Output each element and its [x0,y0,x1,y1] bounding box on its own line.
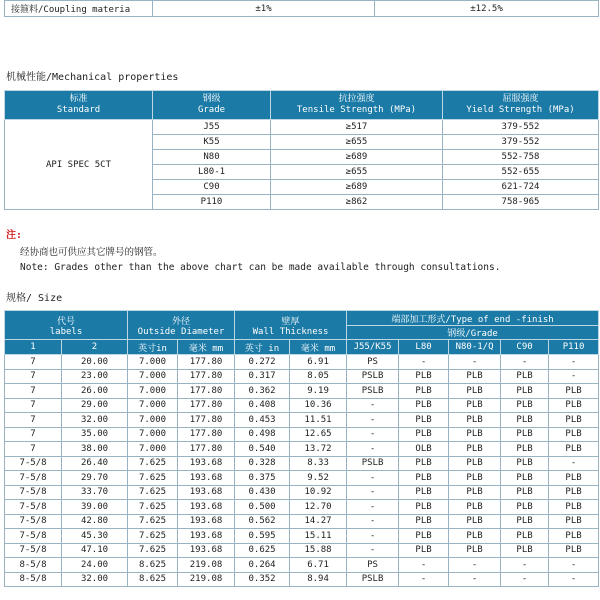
label-2-cell: 45.30 [62,529,128,544]
label-1-cell: 7 [5,369,62,384]
label-1-cell: 7-5/8 [5,529,62,544]
size-row [5,485,599,500]
wt-mm-cell: 11.51 [290,413,347,428]
grade-l80-cell: OLB [399,442,449,457]
wt-mm-cell: 9.19 [290,384,347,399]
grade-j55-k55-cell: - [347,485,399,500]
label-1-cell: 7 [5,384,62,399]
label-2-cell: 47.10 [62,543,128,558]
grade-p110-cell: PLB [549,384,599,399]
tensile-cell: ≥689 [271,180,443,195]
grade-cell: N80 [153,150,271,165]
label-2-cell: 38.00 [62,442,128,457]
wt-inch-cell: 0.408 [235,398,290,413]
wt-inch-cell: 0.362 [235,384,290,399]
grade-l80-cell: PLB [399,398,449,413]
header-end-finish: 端部加工形式/Type of end -finish [347,311,599,326]
grade-p110-cell: PLB [549,413,599,428]
wt-mm-cell: 10.36 [290,398,347,413]
grade-p110-cell: PLB [549,398,599,413]
label-1-cell: 7-5/8 [5,514,62,529]
grade-n80-q-cell: PLB [449,514,501,529]
grade-c90-cell: PLB [501,471,549,486]
size-row [5,471,599,486]
size-header-row-3 [5,340,599,355]
label-1-cell: 7-5/8 [5,543,62,558]
od-inch-cell: 7.000 [128,427,178,442]
wt-mm-cell: 8.94 [290,572,347,587]
label-1-cell: 7-5/8 [5,471,62,486]
label-1-cell: 7-5/8 [5,456,62,471]
wt-inch-cell: 0.375 [235,471,290,486]
grade-j55-k55-cell: PSLB [347,456,399,471]
wt-mm-cell: 15.88 [290,543,347,558]
grade-c90-cell: PLB [501,500,549,515]
od-inch-cell: 7.625 [128,514,178,529]
size-row [5,398,599,413]
coupling-label: 接箍料/Coupling materia [5,1,153,17]
size-row [5,543,599,558]
grade-l80-cell: PLB [399,529,449,544]
grade-j55-k55-cell: - [347,427,399,442]
grade-p110-cell: PLB [549,529,599,544]
label-1-cell: 8-5/8 [5,572,62,587]
grade-l80-cell: PLB [399,413,449,428]
grade-n80-q-cell: PLB [449,500,501,515]
od-inch-cell: 7.625 [128,456,178,471]
grade-c90-cell: - [501,572,549,587]
wt-mm-cell: 8.33 [290,456,347,471]
wt-inch-cell: 0.595 [235,529,290,544]
coupling-table [4,0,599,17]
grade-j55-k55-cell: - [347,500,399,515]
grade-n80-q-cell: PLB [449,413,501,428]
label-2-cell: 35.00 [62,427,128,442]
grade-p110-cell: PLB [549,427,599,442]
wt-inch-cell: 0.317 [235,369,290,384]
yield-cell: 379-552 [443,120,599,135]
grade-c90-cell: PLB [501,514,549,529]
od-mm-cell: 193.68 [178,529,235,544]
grade-j55-k55-cell: PSLB [347,572,399,587]
od-mm-cell: 193.68 [178,471,235,486]
grade-p110-cell: - [549,369,599,384]
grade-c90-cell: PLB [501,456,549,471]
grade-l80-cell: PLB [399,514,449,529]
header-wall-thickness: 壁厚 Wall Thickness [235,311,347,340]
grade-n80-q-cell: PLB [449,485,501,500]
header-grade: 钢级 Grade [153,91,271,120]
mechanical-table [4,90,599,210]
grade-l80-cell: PLB [399,485,449,500]
label-2-cell: 29.70 [62,471,128,486]
header-grade-j55-k55: J55/K55 [347,340,399,355]
grade-l80-cell: PLB [399,369,449,384]
header-grade-c90: C90 [501,340,549,355]
grade-n80-q-cell: PLB [449,398,501,413]
grade-l80-cell: - [399,558,449,573]
grade-l80-cell: PLB [399,427,449,442]
size-row [5,355,599,370]
grade-cell: J55 [153,120,271,135]
od-inch-cell: 7.000 [128,384,178,399]
header-grade-n80-q: N80-1/Q [449,340,501,355]
od-mm-cell: 219.08 [178,572,235,587]
grade-p110-cell: - [549,355,599,370]
label-2-cell: 32.00 [62,413,128,428]
header-od-inch: 英寸in [128,340,178,355]
grade-c90-cell: PLB [501,442,549,457]
grade-j55-k55-cell: PS [347,355,399,370]
coupling-row [5,1,599,17]
wt-inch-cell: 0.264 [235,558,290,573]
wt-mm-cell: 6.91 [290,355,347,370]
wt-inch-cell: 0.625 [235,543,290,558]
label-2-cell: 33.70 [62,485,128,500]
od-mm-cell: 177.80 [178,442,235,457]
grade-c90-cell: PLB [501,529,549,544]
grade-l80-cell: PLB [399,500,449,515]
od-inch-cell: 7.625 [128,485,178,500]
header-od-mm: 毫米 mm [178,340,235,355]
yield-cell: 552-655 [443,165,599,180]
standard-cell: API SPEC 5CT [5,120,153,210]
od-inch-cell: 8.625 [128,572,178,587]
size-row [5,514,599,529]
wt-mm-cell: 10.92 [290,485,347,500]
label-2-cell: 20.00 [62,355,128,370]
label-2-cell: 23.00 [62,369,128,384]
grade-l80-cell: PLB [399,384,449,399]
grade-cell: C90 [153,180,271,195]
grade-n80-q-cell: - [449,558,501,573]
od-inch-cell: 7.000 [128,369,178,384]
grade-j55-k55-cell: - [347,413,399,428]
mechanical-title: 机械性能/Mechanical properties [6,72,179,83]
size-row [5,456,599,471]
od-mm-cell: 177.80 [178,427,235,442]
size-header-row-1 [5,311,599,326]
od-inch-cell: 7.625 [128,500,178,515]
grade-l80-cell: - [399,355,449,370]
od-inch-cell: 8.625 [128,558,178,573]
grade-c90-cell: PLB [501,398,549,413]
grade-p110-cell: PLB [549,442,599,457]
tensile-cell: ≥862 [271,195,443,210]
size-row [5,384,599,399]
wt-inch-cell: 0.328 [235,456,290,471]
grade-j55-k55-cell: - [347,471,399,486]
label-1-cell: 7-5/8 [5,500,62,515]
wt-mm-cell: 12.70 [290,500,347,515]
label-2-cell: 32.00 [62,572,128,587]
yield-cell: 758-965 [443,195,599,210]
od-inch-cell: 7.625 [128,529,178,544]
grade-j55-k55-cell: PS [347,558,399,573]
tensile-cell: ≥517 [271,120,443,135]
od-inch-cell: 7.000 [128,398,178,413]
note-line-en: Note: Grades other than the above chart can be made available through consultations. [20,262,501,273]
grade-n80-q-cell: PLB [449,529,501,544]
label-1-cell: 7 [5,355,62,370]
od-mm-cell: 193.68 [178,514,235,529]
header-tensile: 抗拉强度 Tensile Strength (MPa) [271,91,443,120]
grade-n80-q-cell: - [449,355,501,370]
grade-l80-cell: PLB [399,471,449,486]
grade-n80-q-cell: PLB [449,384,501,399]
wt-inch-cell: 0.453 [235,413,290,428]
od-mm-cell: 219.08 [178,558,235,573]
wt-inch-cell: 0.272 [235,355,290,370]
grade-l80-cell: - [399,572,449,587]
label-1-cell: 7 [5,413,62,428]
od-mm-cell: 177.80 [178,355,235,370]
grade-c90-cell: - [501,558,549,573]
od-mm-cell: 193.68 [178,456,235,471]
label-2-cell: 26.40 [62,456,128,471]
wt-inch-cell: 0.352 [235,572,290,587]
header-grade-p110: P110 [549,340,599,355]
size-row [5,500,599,515]
grade-p110-cell: PLB [549,471,599,486]
size-row [5,442,599,457]
wt-mm-cell: 12.65 [290,427,347,442]
header-yield: 屈服强度 Yield Strength (MPa) [443,91,599,120]
header-grade: 钢级/Grade [347,326,599,340]
grade-p110-cell: - [549,456,599,471]
grade-j55-k55-cell: - [347,398,399,413]
label-2-cell: 42.80 [62,514,128,529]
grade-c90-cell: PLB [501,543,549,558]
grade-n80-q-cell: PLB [449,543,501,558]
label-1-cell: 7 [5,442,62,457]
grade-n80-q-cell: PLB [449,442,501,457]
size-row [5,572,599,587]
grade-j55-k55-cell: - [347,514,399,529]
grade-cell: L80-1 [153,165,271,180]
grade-n80-q-cell: PLB [449,427,501,442]
header-labels: 代号 labels [5,311,128,340]
size-row [5,413,599,428]
od-inch-cell: 7.000 [128,442,178,457]
header-grade-l80: L80 [399,340,449,355]
header-standard: 标准 Standard [5,91,153,120]
od-inch-cell: 7.000 [128,413,178,428]
grade-j55-k55-cell: PSLB [347,384,399,399]
mechanical-header-row [5,91,599,120]
label-2-cell: 26.00 [62,384,128,399]
note-line-cn: 经协商也可供应其它牌号的钢管。 [20,247,163,258]
grade-l80-cell: PLB [399,543,449,558]
header-outside-diameter: 外径 Outside Diameter [128,311,235,340]
coupling-value-1: ±1% [153,1,375,17]
yield-cell: 552-758 [443,150,599,165]
od-mm-cell: 177.80 [178,398,235,413]
label-2-cell: 24.00 [62,558,128,573]
size-title: 规格/ Size [6,293,63,304]
label-1-cell: 7 [5,398,62,413]
tensile-cell: ≥689 [271,150,443,165]
size-row [5,427,599,442]
header-col-1: 1 [5,340,62,355]
wt-inch-cell: 0.540 [235,442,290,457]
tensile-cell: ≥655 [271,165,443,180]
header-wt-inch: 英寸 in [235,340,290,355]
wt-inch-cell: 0.500 [235,500,290,515]
grade-p110-cell: PLB [549,485,599,500]
yield-cell: 379-552 [443,135,599,150]
grade-c90-cell: PLB [501,427,549,442]
wt-mm-cell: 13.72 [290,442,347,457]
mechanical-row [5,120,599,135]
grade-n80-q-cell: PLB [449,369,501,384]
grade-c90-cell: PLB [501,384,549,399]
grade-j55-k55-cell: - [347,529,399,544]
grade-n80-q-cell: PLB [449,471,501,486]
grade-c90-cell: PLB [501,369,549,384]
wt-mm-cell: 9.52 [290,471,347,486]
grade-cell: P110 [153,195,271,210]
size-table [4,310,599,587]
size-row [5,558,599,573]
od-mm-cell: 193.68 [178,500,235,515]
grade-p110-cell: PLB [549,543,599,558]
label-1-cell: 7-5/8 [5,485,62,500]
od-mm-cell: 193.68 [178,543,235,558]
grade-j55-k55-cell: PSLB [347,369,399,384]
wt-inch-cell: 0.498 [235,427,290,442]
grade-n80-q-cell: - [449,572,501,587]
grade-cell: K55 [153,135,271,150]
wt-mm-cell: 14.27 [290,514,347,529]
wt-mm-cell: 6.71 [290,558,347,573]
tensile-cell: ≥655 [271,135,443,150]
yield-cell: 621-724 [443,180,599,195]
wt-mm-cell: 15.11 [290,529,347,544]
grade-p110-cell: - [549,558,599,573]
od-inch-cell: 7.000 [128,355,178,370]
grade-n80-q-cell: PLB [449,456,501,471]
grade-c90-cell: PLB [501,485,549,500]
header-wt-mm: 毫米 mm [290,340,347,355]
size-row [5,369,599,384]
od-mm-cell: 193.68 [178,485,235,500]
grade-j55-k55-cell: - [347,442,399,457]
grade-c90-cell: PLB [501,413,549,428]
od-inch-cell: 7.625 [128,543,178,558]
od-mm-cell: 177.80 [178,384,235,399]
od-mm-cell: 177.80 [178,413,235,428]
wt-inch-cell: 0.562 [235,514,290,529]
grade-p110-cell: PLB [549,500,599,515]
grade-p110-cell: - [549,572,599,587]
grade-l80-cell: PLB [399,456,449,471]
grade-c90-cell: - [501,355,549,370]
label-2-cell: 29.00 [62,398,128,413]
note-title: 注: [6,230,23,241]
od-mm-cell: 177.80 [178,369,235,384]
header-col-2: 2 [62,340,128,355]
od-inch-cell: 7.625 [128,471,178,486]
label-1-cell: 7 [5,427,62,442]
grade-p110-cell: PLB [549,514,599,529]
coupling-value-2: ±12.5% [375,1,599,17]
label-2-cell: 39.00 [62,500,128,515]
grade-j55-k55-cell: - [347,543,399,558]
size-row [5,529,599,544]
wt-inch-cell: 0.430 [235,485,290,500]
wt-mm-cell: 8.05 [290,369,347,384]
label-1-cell: 8-5/8 [5,558,62,573]
